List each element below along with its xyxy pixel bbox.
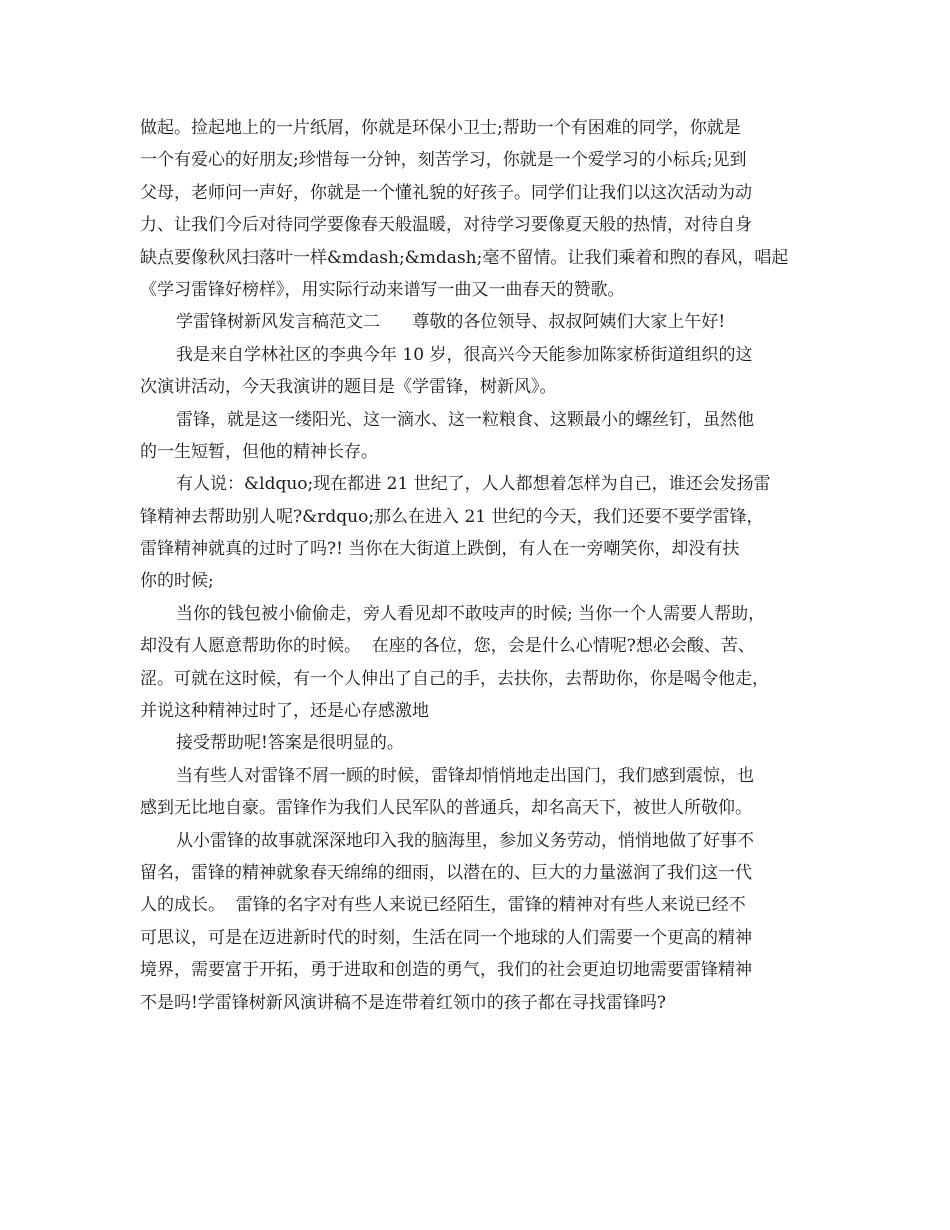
text-line: 做起。捡起地上的一片纸屑，你就是环保小卫士;帮助一个有困难的同学，你就是 bbox=[140, 118, 741, 138]
text-line: 涩。可就在这时候，有一个人伸出了自己的手，去扶你，去帮助你，你是喝令他走， bbox=[140, 668, 769, 689]
text-line: 你的时候; bbox=[140, 571, 214, 592]
text-line: 接受帮助呢!答案是很明显的。 bbox=[176, 733, 404, 754]
text-line: 力、让我们今后对待同学要像春天般温暖，对待学习要像夏天般的热情，对待自身 bbox=[140, 215, 752, 236]
text-line: 学雷锋树新风发言稿范文二 尊敬的各位领导、叔叔阿姨们大家上午好! bbox=[176, 312, 726, 333]
text-line: 父母，老师问一声好，你就是一个懂礼貌的好孩子。同学们让我们以这次活动为动 bbox=[140, 182, 752, 203]
text-line: 感到无比地自豪。雷锋作为我们人民军队的普通兵，却名高天下，被世人所敬仰。 bbox=[140, 798, 752, 819]
text-line: 的一生短暂，但他的精神长存。 bbox=[140, 441, 378, 462]
text-line: 缺点要像秋风扫落叶一样&mdash;&mdash;毫不留情。让我们乘着和煦的春风，唱起 bbox=[140, 247, 789, 268]
text-line: 当你的钱包被小偷偷走，旁人看见却不敢吱声的时候; 当你一个人需要人帮助， bbox=[176, 603, 766, 624]
document-body bbox=[140, 112, 830, 1019]
text-line: 却没有人愿意帮助你的时候。 在座的各位，您，会是什么心情呢?想必会酸、苦、 bbox=[140, 636, 755, 657]
text-line: 有人说：&ldquo;现在都进 21 世纪了，人人都想着怎样为自己，谁还会发扬雷 bbox=[176, 474, 771, 495]
text-line: 当有些人对雷锋不屑一顾的时候，雷锋却悄悄地走出国门，我们感到震惊，也 bbox=[176, 765, 754, 786]
text-line: 锋精神去帮助别人呢?&rdquo;那么在进入 21 世纪的今天，我们还要不要学雷锋， bbox=[140, 506, 764, 527]
text-line: 雷锋精神就真的过时了吗?! 当你在大街道上跌倒，有人在一旁嘲笑你，却没有扶 bbox=[140, 539, 740, 560]
text-line: 雷锋，就是这一缕阳光、这一滴水、这一粒粮食、这颗最小的螺丝钉，虽然他 bbox=[176, 409, 754, 430]
text-line: 留名，雷锋的精神就象春天绵绵的细雨，以潜在的、巨大的力量滋润了我们这一代 bbox=[140, 862, 752, 883]
text-line: 我是来自学林社区的李典今年 10 岁，很高兴今天能参加陈家桥街道组织的这 bbox=[176, 344, 753, 365]
text-line: 《学习雷锋好榜样》，用实际行动来谱写一曲又一曲春天的赞歌。 bbox=[140, 279, 625, 300]
text-line: 境界，需要富于开拓，勇于进取和创造的勇气，我们的社会更迫切地需要雷锋精神 bbox=[140, 960, 752, 981]
text-line: 一个有爱心的好朋友;珍惜每一分钟，刻苦学习，你就是一个爱学习的小标兵;见到 bbox=[140, 150, 747, 171]
text-line: 不是吗!学雷锋树新风演讲稿不是连带着红领巾的孩子都在寻找雷锋吗? bbox=[140, 992, 666, 1013]
text-line: 可思议，可是在迈进新时代的时刻，生活在同一个地球的人们需要一个更高的精神 bbox=[140, 927, 752, 948]
text-line: 人的成长。 雷锋的名字对有些人来说已经陌生，雷锋的精神对有些人来说已经不 bbox=[140, 895, 746, 916]
text-line: 并说这种精神过时了，还是心存感激地 bbox=[140, 701, 429, 722]
text-line: 从小雷锋的故事就深深地印入我的脑海里，参加义务劳动，悄悄地做了好事不 bbox=[176, 830, 754, 851]
text-line: 次演讲活动，今天我演讲的题目是《学雷锋，树新风》。 bbox=[140, 377, 557, 398]
